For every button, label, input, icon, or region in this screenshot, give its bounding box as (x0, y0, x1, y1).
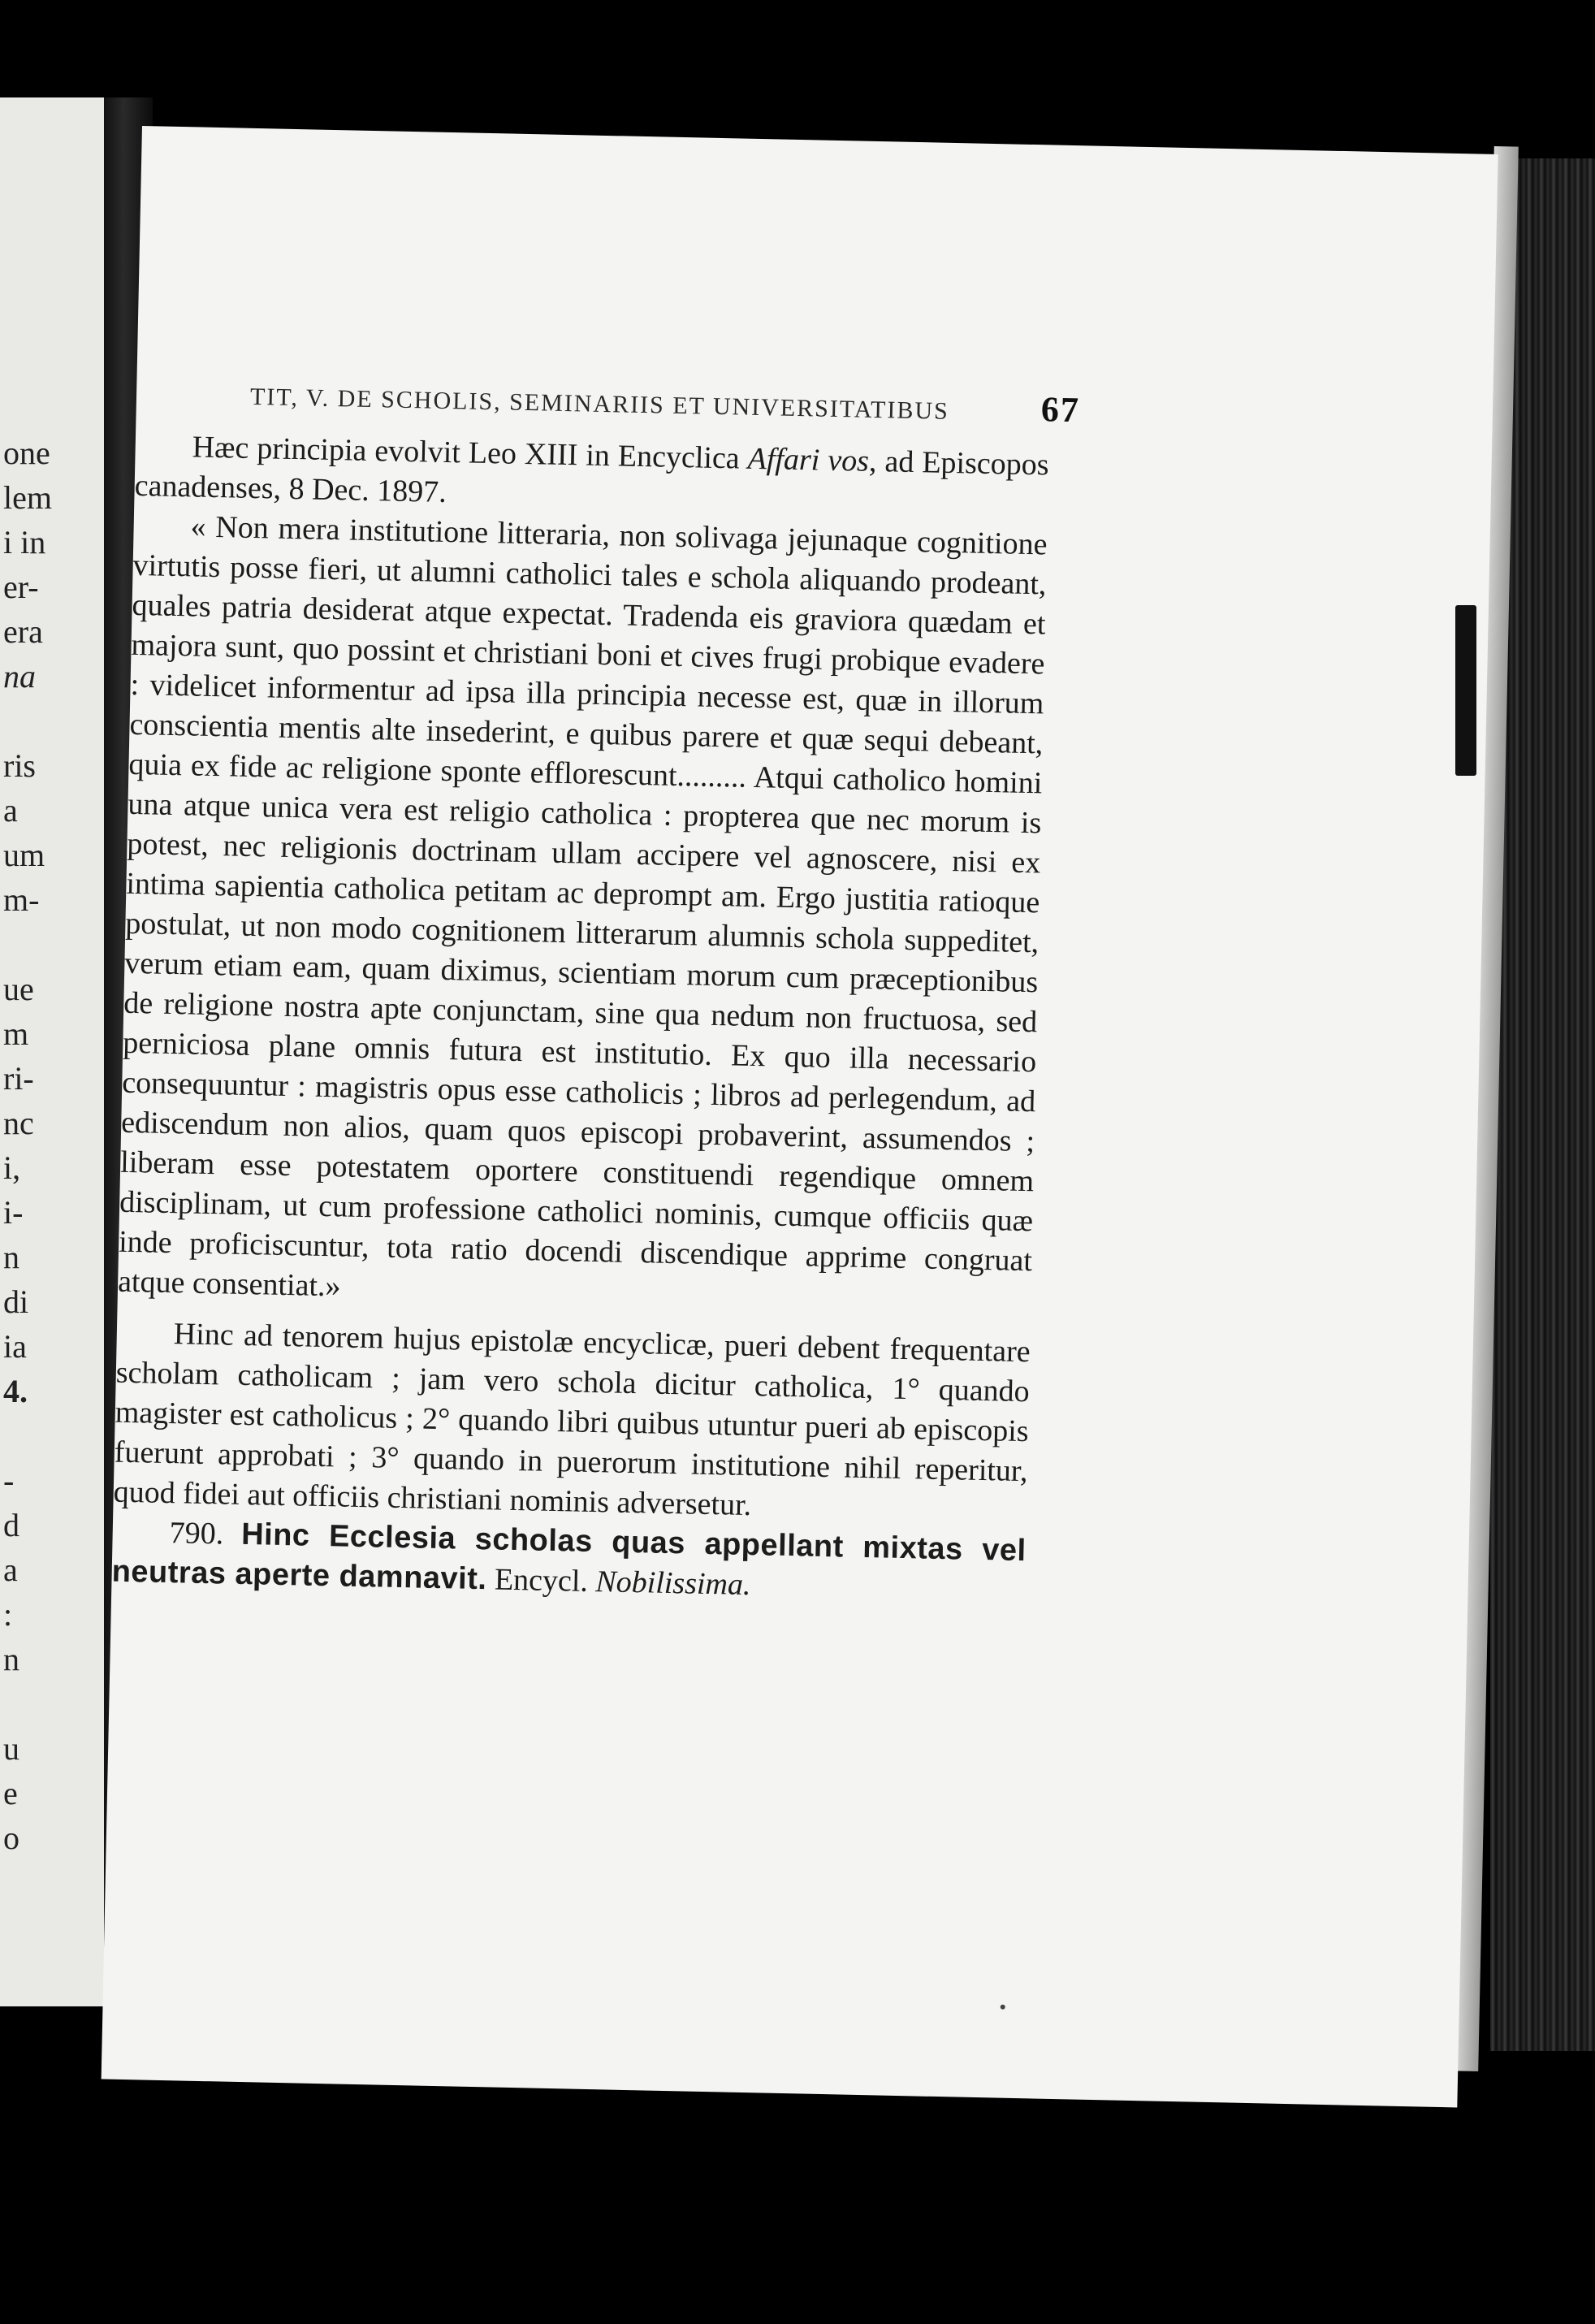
fragment-line: e (3, 1775, 18, 1811)
fragment-line: a (3, 1551, 18, 1588)
page-number: 67 (1040, 389, 1081, 431)
fragment-line: : (3, 1596, 13, 1633)
facing-page-text (3, 431, 109, 1860)
fragment-line (3, 1681, 109, 1726)
page-content (111, 370, 1081, 1612)
section-number: 790. (169, 1516, 224, 1551)
fragment-line: di (3, 1283, 29, 1320)
fragment-line: o (3, 1820, 19, 1856)
fragment-line: ue (3, 971, 34, 1007)
fragment-line: a (3, 792, 18, 829)
edge-mark (1455, 605, 1476, 776)
fragment-line: um (3, 837, 45, 873)
intro-text: Hæc principia evolvit Leo XIII in Encyclica (192, 430, 749, 476)
fragment-line: ri- (3, 1060, 34, 1097)
fragment-line: na (3, 658, 36, 695)
fragment-line (3, 699, 109, 743)
book-page (102, 126, 1498, 2107)
section-heading: Hinc Ecclesia scholas quas appellant mixtas vel neutras aperte damnavit. (111, 1517, 1027, 1597)
running-head-title: TIT, V. DE SCHOLIS, SEMINARIIS ET UNIVERSITATIBUS (249, 383, 950, 425)
facing-page (0, 97, 114, 2006)
paragraph-quotation: « Non mera institutione litteraria, non solivaga jejunaque cognitione virtutis posse fieri, ut alumni catholici tales e schola aliquando prodeant, quales patria desiderat atque expectat. Tradenda eis graviora quædam et majora sunt, quo possint et christiani boni et cives frugi probique evadere : videlicet informentur ad ipsa illa principia necesse est, quæ in illorum conscientia mentis alte insederint, e quibus parere et quæ sequi debeant, quia ex fide ac religione sponte efflorescunt......... Atqui catholico homini una atque unica vera est religio catholica : propterea que nec morum is potest, nec religionis doctrinam ullam accipere vel agnoscere, nisi ex intima sapientia catholica petitam ac deprompt am. Ergo justitia ratioque postulat, ut non modo cognitionem litterarum alumnis schola suppeditet, verum etiam eam, quam diximus, scientiam morum cum præceptionibus de religione nostra apte conjunctam, sine qua nedum non fructuosa, sed perniciosa plane omnis futura est institutio. Ex quo illa necessario consequuntur : magistris opus esse catholicis ; libros ad perlegendum, ad ediscendum non alios, quam quos episcopi probaverint, assumendos ; liberam esse potestatem oportere constituendi regendique omnem disciplinam, ut cum professione catholici nominis, cumque officiis quæ inde proficiscuntur, tota ratio docendi discendique apprime congruat atque consentiat.» (117, 509, 1048, 1304)
fragment-line (3, 1413, 109, 1458)
fragment-line: i- (3, 1194, 24, 1231)
fragment-line: m- (3, 881, 40, 918)
fragment-line: u (3, 1730, 19, 1767)
fragment-line: n (3, 1239, 19, 1275)
fragment-line: i in (3, 524, 46, 560)
fragment-line: m (3, 1015, 29, 1052)
paragraph-conclusion: Hinc ad tenorem hujus epistolæ encyclicæ, pueri debent frequentare scholam catholicam ; jam vero schola dicitur catholica, 1° quando magister est catholicus ; 2° quando libri quibus utuntur pueri ab episcopis fuerunt approbati ; 3° quando in puerorum institutione nihil reperitur, quod fidei aut officiis christiani nominis adversetur. (113, 1317, 1031, 1523)
fragment-line (3, 922, 109, 967)
fragment-line: - (3, 1462, 15, 1499)
fragment-line: era (3, 613, 43, 650)
fragment-line: er- (3, 569, 39, 605)
intro-text-end: , ad Episcopos canadenses, 8 Dec. 1897. (134, 444, 1049, 509)
fragment-line: 4. (3, 1373, 28, 1409)
print-speck (1001, 2005, 1005, 2010)
encyclical-reference-title: Nobilissima. (594, 1564, 751, 1603)
fragment-line: n (3, 1641, 19, 1677)
fragment-line: lem (3, 479, 52, 516)
fragment-line: ia (3, 1328, 27, 1365)
fragment-line: i, (3, 1149, 21, 1186)
fragment-line: ris (3, 747, 36, 784)
fragment-line: nc (3, 1105, 34, 1141)
fragment-line: d (3, 1507, 19, 1543)
encyclical-title: Affari vos (747, 441, 870, 478)
section-reference: Encycl. (486, 1562, 596, 1599)
fragment-line: one (3, 435, 50, 471)
